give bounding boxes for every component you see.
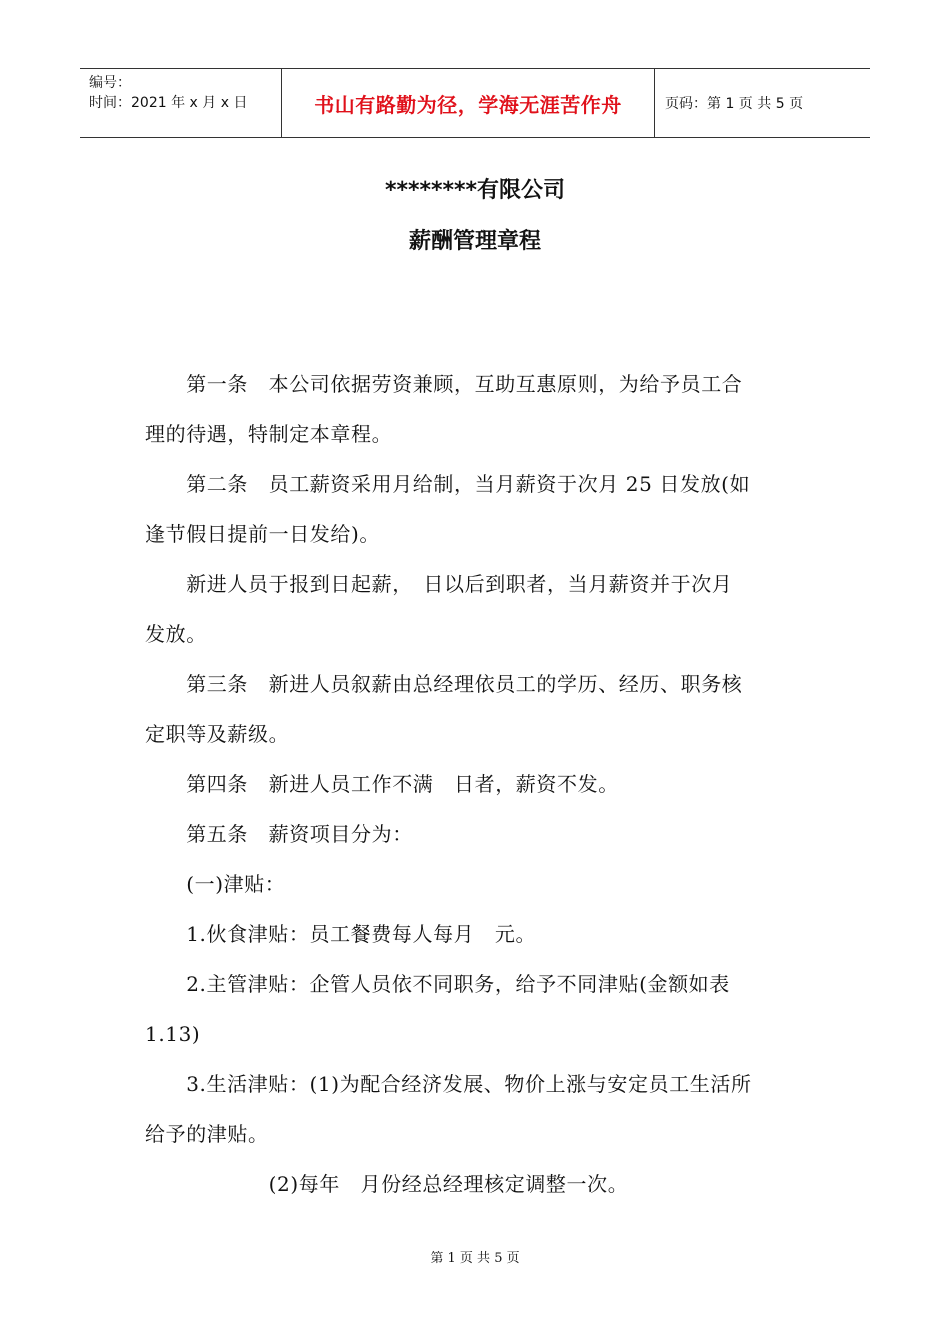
header-page-info: 页码：第 1 页 共 5 页 — [665, 96, 804, 112]
body-line: 第三条 新进人员叙薪由总经理依员工的学历、经历、职务核 — [145, 672, 743, 696]
body-line: 发放。 — [145, 622, 207, 646]
header-meta — [80, 69, 282, 137]
body-line: 理的待遇，特制定本章程。 — [145, 422, 393, 446]
body-line: 第二条 员工薪资采用月给制，当月薪资于次月 25 日发放(如 — [145, 472, 751, 496]
body-line: (2)每年 月份经总经理核定调整一次。 — [145, 1172, 629, 1196]
header-motto: 书山有路勤为径，学海无涯苦作舟 — [282, 69, 655, 137]
body-line: 逢节假日提前一日发给)。 — [145, 522, 381, 546]
body-line: (一)津贴： — [145, 872, 286, 896]
body-line: 1.伙食津贴：员工餐费每人每月 元。 — [145, 922, 537, 946]
body-line: 第五条 薪资项目分为： — [145, 822, 413, 846]
document-header — [80, 68, 870, 138]
body-line: 新进人员于报到日起薪， 日以后到职者，当月薪资并于次月 — [145, 572, 733, 596]
body-line: 3.生活津贴：(1)为配合经济发展、物价上涨与安定员工生活所 — [145, 1072, 752, 1096]
body-line: 定职等及薪级。 — [145, 722, 290, 746]
body-line: 第一条 本公司依据劳资兼顾，互助互惠原则，为给予员工合 — [145, 372, 743, 396]
body-line: 第四条 新进人员工作不满 日者，薪资不发。 — [145, 772, 619, 796]
date-label: 时间：2021 年 x 月 x 日 — [89, 95, 248, 111]
body-line: 1.13) — [145, 1022, 201, 1046]
document-title: 薪酬管理章程 — [408, 229, 541, 254]
company-name: ********有限公司 — [384, 178, 566, 203]
body-line: 给予的津贴。 — [145, 1122, 269, 1146]
page-footer: 第 1 页 共 5 页 — [430, 1251, 520, 1266]
serial-number-label: 编号： — [89, 75, 131, 91]
body-line: 2.主管津贴：企管人员依不同职务，给予不同津贴(金额如表 — [145, 972, 730, 996]
